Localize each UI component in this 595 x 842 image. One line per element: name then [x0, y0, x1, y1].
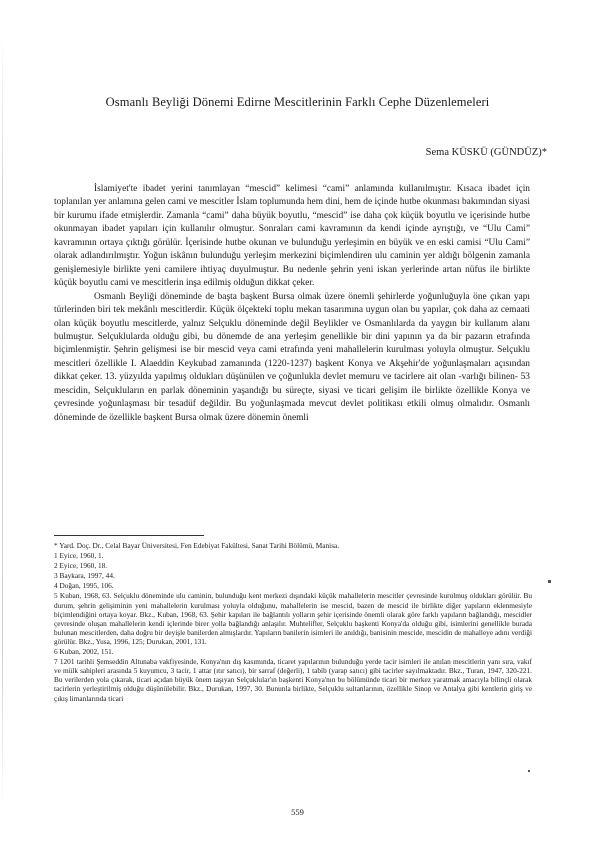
page-title: Osmanlı Beyliği Dönemi Edirne Mescitlerinin Farklı Cephe Düzenlemeleri: [105, 95, 490, 109]
footnote: * Yard. Doç. Dr., Celal Bayar Üniversitesi, Fen Edebiyat Fakültesi, Sanat Tarihi Bölümü, Manisa.: [54, 541, 340, 550]
footnote: 1 Eyice, 1960, 1.: [54, 551, 104, 561]
body-text: [54, 183, 530, 425]
paragraph: İslamiyet'te ibadet yerini tanımlayan “mescid” kelimesi “cami” anlamında kullanılmıştır. Kısaca ibadet için toplanılan yer anlamına gelen cami ve mescitler İslam toplumunda hem dini, hem de içinde hutbe okunması bakımından siyasi bir kurumu ifade etmişlerdir. Zamanla “cami” daha büyük boyutlu, “mescid” ise daha çok küçük boyutlu ve içerisinde hutbe okunmayan ibadet yapıları için kullanılır olmuştur. Sonraları cami kavramının da kendi içinde ayrıştığı, ve “Ulu Cami” kavramının ortaya çıktığı görülür. İçerisinde hutbe okunan ve bulunduğu yerleşimin en büyük ve en eski camisi “Ulu Cami” olarak adlandırılmıştır. Yoğun iskânın bulunduğu yerleşim merkezini biçimlendiren ulu caminin yer aldığı bölgenin zamanla genişlemesiyle birlikte yeni camilere ihtiyaç duyulmuştur. Bu nedenle şehrin yeni iskan yerlerinde artan nüfus ile birlikte küçük boyutlu cami ve mescitlerin inşa edilmiş olduğun dikkat çeker.: [54, 184, 530, 289]
footnote: 5 Kuban, 1968, 63. Selçuklu döneminde ulu caminin, bulunduğu kent merkezi dışındaki küçük mahallelerin mescitler çevresinde kurulmuş oldukları görülür. Bu durum, şehrin gelişiminin yeni mahallelerin kurulması yoluyla olduğunu, mahallelerin ise mescid, bazen de mescid ile birlikte diğer yapıların eklenmesiyle biçimlendiğini ortaya koyar. Bkz., Kuban, 1968, 63. Şehir kapıları ile bağlantılı yolların şehir içerisinde önemli olarak göre farklı yapıların bağlandığı, mescidler çevresinde oluşan mahallelerin kendi içlerinde birer yolla bağlandığı anlaşılır. Muhtelifler, Selçuklu başkenti Konya'da olduğu gibi, isimlerini genellikle burada bulunan mescitlerden, daha doğru bir deyişle banilerden almışlardır. Yapıların banilerin isimleri ile anıldığı, banisinin mescide, mescidin de mahalleye adını verdiği görülür. Bkz., Yusa, 1996, 125; Durukan, 2001, 131.: [54, 591, 532, 646]
paragraph: Osmanlı Beyliği döneminde de başta başkent Bursa olmak üzere önemli şehirlerde yoğunluğuyla öne çıkan yapı türlerinden biri tek mekânlı mescitlerdir. Küçük ölçekteki toplu mekan tasarımına uygun olan bu yapılar, çok daha az cemaati olan küçük boyutlu mescitlerde, yalnız Selçuklu döneminde değil Beylikler ve Osmanlılarda da yaygın bir kullanım alanı bulmuştur. Selçuklularda olduğu gibi, bu dönemde de ana yerleşim genellikle bir dini yapının ya da bir pazarın etrafında biçimlenmiştir. Şehrin gelişmesi ise bir mescid veya cami etrafında yeni mahallelerin kurulması yoluyla olmuştur. Selçuklu mescitleri özellikle I. Alaeddin Keykubad zamanında (1220-1237) başkent Konya ve Akşehir'de yoğunlaşmaları açısından dikkat çeker. 13. yüzyılda yapılmış oldukları düşünülen ve çoğunlukla devlet memuru ve tacirlere ait olan -varlığı bilinen- 53 mescidin, Selçukluların en parlak döneminin yaşandığı bu süreçte, siyasi ve ticari gelişim ile birlikte özellikle Konya ve çevresinde yoğunlaşması bir tesadüf değildir. Bu yoğunlaşmada mevcut devlet politikası etkili olmuş olmalıdır. Osmanlı döneminde de özellikle başkent Bursa olmak üzere dönemin önemli: [54, 291, 530, 423]
footnote: 3 Baykara, 1997, 44.: [54, 571, 115, 581]
scan-edge-shadow: [2, 30, 3, 810]
scan-speck: [548, 580, 551, 583]
footnote-divider: [54, 535, 204, 536]
page-number: 559: [291, 807, 304, 817]
footnote: 6 Kuban, 2002, 151.: [54, 647, 114, 657]
footnote: 4 Doğan, 1995, 106.: [54, 581, 114, 591]
author-name: Sema KÜSKÜ (GÜNDÜZ)*: [425, 147, 547, 158]
footnote: 2 Eyice, 1960, 18.: [54, 561, 108, 571]
scan-speck: [528, 770, 530, 772]
footnotes: [54, 541, 532, 704]
footnote: 7 1201 tarihli Şemseddin Altunaba vakfiyesinde, Konya'nın dış kasımında, ticaret yapılarının bulunduğu yerde tacir isimleri ile anılan mescitlerin yanı sıra, vakıf ve mülk sahipleri arasında 5 kuyumcu, 3 tacir, 1 attar (ıtır satıcı), bir sarraf (değerli), 1 tabib (yarap satıcı) gibi tacirler sayılmaktadır. Bkz., Turan, 1947, 320-221. Bu verilerden yola çıkarak, ticari açıdan büyük önem taşıyan Selçuklular'ın başkenti Konya'nın bu bölümünde ticari bir merkez yaratmak amacıyla bilinçli olarak tacirlerin yerleştirilmiş olduğu düşünülebilir. Bkz., Durukan, 1997, 30. Bununla birlikte, Selçuklu sultanlarının, özellikle Sinop ve Antalya gibi kentlerin giriş ve çıkış limanlarında ticari: [54, 657, 532, 703]
